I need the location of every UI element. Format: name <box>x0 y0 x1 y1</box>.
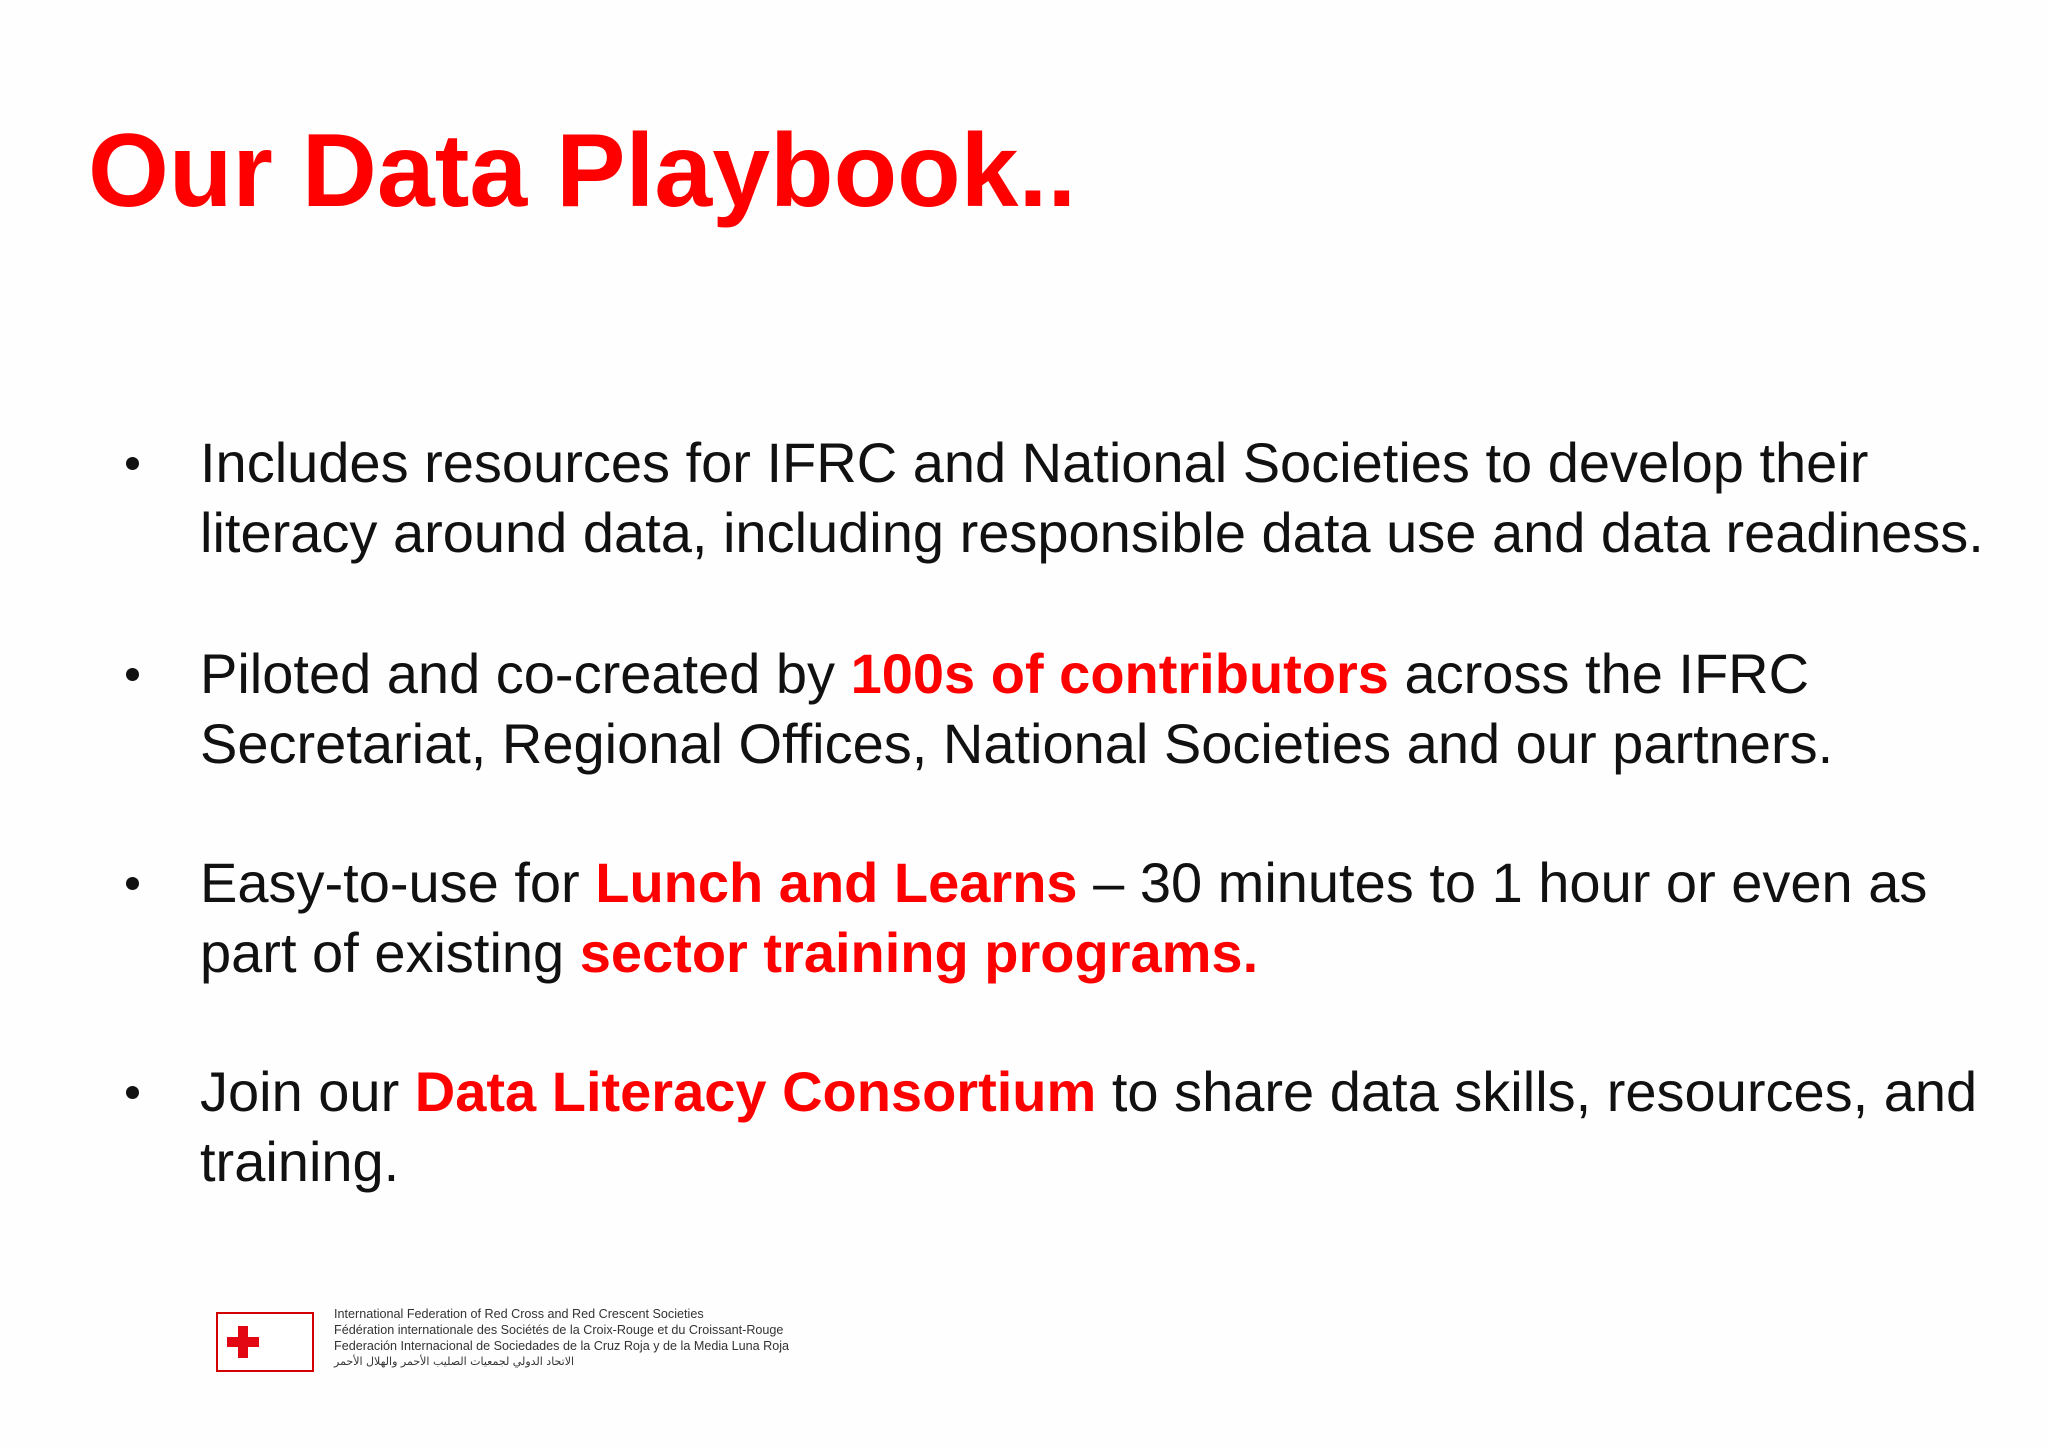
bullet-item <box>118 639 1998 779</box>
bullet-item <box>118 848 1998 988</box>
logo-line-ar: الاتحاد الدولي لجمعيات الصليب الأحمر والهلال الأحمر <box>334 1355 575 1368</box>
bullet-text: across the IFRC Secretariat, Regional Offices, National Societies and our partners. <box>200 642 1834 775</box>
logo-line-fr: Fédération internationale des Sociétés de la Croix-Rouge et du Croissant-Rouge <box>334 1323 784 1337</box>
red-cross-crescent-emblem-icon <box>216 1312 314 1372</box>
logo-line-en: International Federation of Red Cross and Red Crescent Societies <box>334 1307 704 1321</box>
bullet-item <box>118 1057 1998 1197</box>
highlight-text: Data Literacy Consortium <box>414 1060 1097 1123</box>
bullet-text: Easy-to-use for <box>200 851 596 914</box>
bullet-text: – 30 minutes to 1 hour or even as part of existing <box>200 851 1928 984</box>
logo-line-es: Federación Internacional de Sociedades de la Cruz Roja y de la Media Luna Roja <box>334 1339 790 1353</box>
bullet-dot-icon <box>126 668 139 681</box>
logo-text <box>334 1306 789 1370</box>
bullet-dot-icon <box>126 457 139 470</box>
bullet-list <box>118 428 1998 1197</box>
highlight-text: Lunch and Learns <box>595 851 1078 914</box>
bullet-text: Join our <box>200 1060 415 1123</box>
bullet-text: to share data skills, resources, and training. <box>200 1060 1978 1193</box>
bullet-dot-icon <box>126 877 139 890</box>
bullet-dot-icon <box>126 1086 139 1099</box>
highlight-text: 100s of contributors <box>850 642 1389 705</box>
slide-title: Our Data Playbook.. <box>88 113 1077 229</box>
bullet-text: Includes resources for IFRC and National Societies to develop their literacy around data, including responsible data use and data readiness. <box>200 431 1984 564</box>
highlight-text: sector training programs. <box>579 921 1259 984</box>
bullet-text: Piloted and co-created by <box>200 642 851 705</box>
ifrc-logo <box>204 1296 890 1382</box>
bullet-item <box>118 428 1998 568</box>
